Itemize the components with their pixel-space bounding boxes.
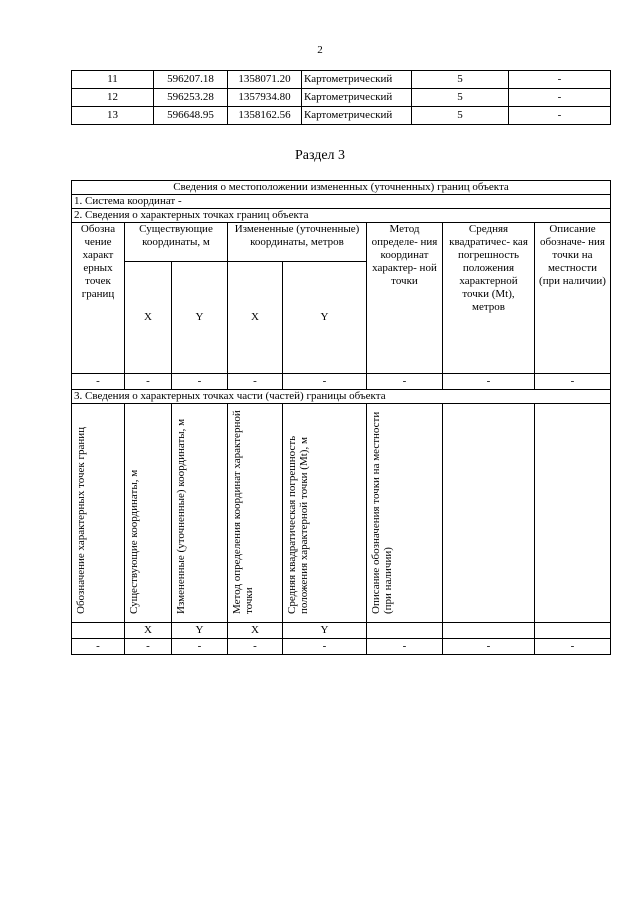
table-cell: Картометрический — [302, 107, 412, 125]
table-cell: - — [283, 639, 367, 655]
table-cell: - — [125, 639, 172, 655]
column-header-method: Метод определе- ния координат характер- ной точки — [367, 223, 443, 374]
column-header-existing-coords: Существующие координаты, м — [125, 223, 228, 262]
vertical-header-existing-coords: Существующие координаты, м — [128, 469, 140, 614]
boundary-points-heading: 2. Сведения о характерных точках границ объекта — [72, 209, 611, 223]
table-cell: 12 — [72, 89, 154, 107]
table-row — [72, 71, 611, 89]
table-cell: - — [535, 374, 611, 390]
table-cell: - — [283, 374, 367, 390]
table-cell: - — [509, 71, 611, 89]
table-cell: - — [125, 374, 172, 390]
table-cell: - — [443, 374, 535, 390]
table-cell: 1358162.56 — [228, 107, 302, 125]
table-cell — [367, 623, 443, 639]
table-row — [72, 639, 611, 655]
coordinates-table-continued — [71, 70, 611, 125]
vertical-header-point-designation: Обозначение характерных точек границ — [75, 426, 87, 614]
vertical-header-description: Описание обозначения точки на местности (при наличии) — [370, 411, 394, 614]
column-header-x: X — [228, 623, 283, 639]
table-cell: - — [72, 374, 125, 390]
table-row — [72, 374, 611, 390]
column-header-y: Y — [283, 262, 367, 374]
column-header-x: X — [125, 623, 172, 639]
table-cell: - — [228, 639, 283, 655]
table-cell: 11 — [72, 71, 154, 89]
vertical-header-method: Метод определения координат характерной точки — [231, 410, 255, 614]
section-title: Раздел 3 — [294, 148, 346, 163]
table-cell: 596253.28 — [154, 89, 228, 107]
column-header-description: Описание обозначе- ния точки на местности (при наличии) — [535, 223, 611, 374]
table-cell: Картометрический — [302, 71, 412, 89]
table-cell: 5 — [412, 71, 509, 89]
section-3-table — [71, 180, 611, 655]
table-cell: 596207.18 — [154, 71, 228, 89]
table-cell: - — [367, 639, 443, 655]
table-cell: 596648.95 — [154, 107, 228, 125]
column-header-changed-coords: Измененные (уточненные) координаты, метров — [228, 223, 367, 262]
table-cell: - — [367, 374, 443, 390]
table-cell: - — [535, 639, 611, 655]
table-cell — [535, 623, 611, 639]
table-cell: - — [443, 639, 535, 655]
vertical-header-error: Средняя квадратическая погрешность положения характерной точки (Mt), м — [286, 435, 310, 614]
column-header-y: Y — [172, 623, 228, 639]
part-boundary-points-heading: 3. Сведения о характерных точках части (частей) границы объекта — [72, 390, 611, 404]
table-cell: - — [228, 374, 283, 390]
table-header: Сведения о местоположении измененных (уточненных) границ объекта — [72, 181, 611, 195]
table-cell: 1358071.20 — [228, 71, 302, 89]
table-cell — [443, 623, 535, 639]
table-cell: Картометрический — [302, 89, 412, 107]
table-cell: - — [509, 107, 611, 125]
column-header-point-designation: Обозна чение характ ерных точек границ — [72, 223, 125, 374]
page-number: 2 — [317, 44, 323, 56]
vertical-header-changed-coords: Измененные (уточненные) координаты, м — [175, 418, 187, 614]
table-cell: 5 — [412, 89, 509, 107]
table-cell: - — [172, 374, 228, 390]
column-header-x: X — [228, 262, 283, 374]
column-header-error: Средняя квадратичес- кая погрешность положения характерной точки (Mt), метров — [443, 223, 535, 374]
table-cell — [72, 623, 125, 639]
table-cell: - — [509, 89, 611, 107]
empty-header-cell — [535, 404, 611, 623]
table-cell: - — [72, 639, 125, 655]
table-cell: 1357934.80 — [228, 89, 302, 107]
table-cell: - — [172, 639, 228, 655]
column-header-y: Y — [172, 262, 228, 374]
table-cell: 5 — [412, 107, 509, 125]
table-cell: 13 — [72, 107, 154, 125]
empty-header-cell — [443, 404, 535, 623]
column-header-y: Y — [283, 623, 367, 639]
table-row — [72, 107, 611, 125]
table-row — [72, 89, 611, 107]
column-header-x: X — [125, 262, 172, 374]
coordinate-system-row: 1. Система координат - — [72, 195, 611, 209]
